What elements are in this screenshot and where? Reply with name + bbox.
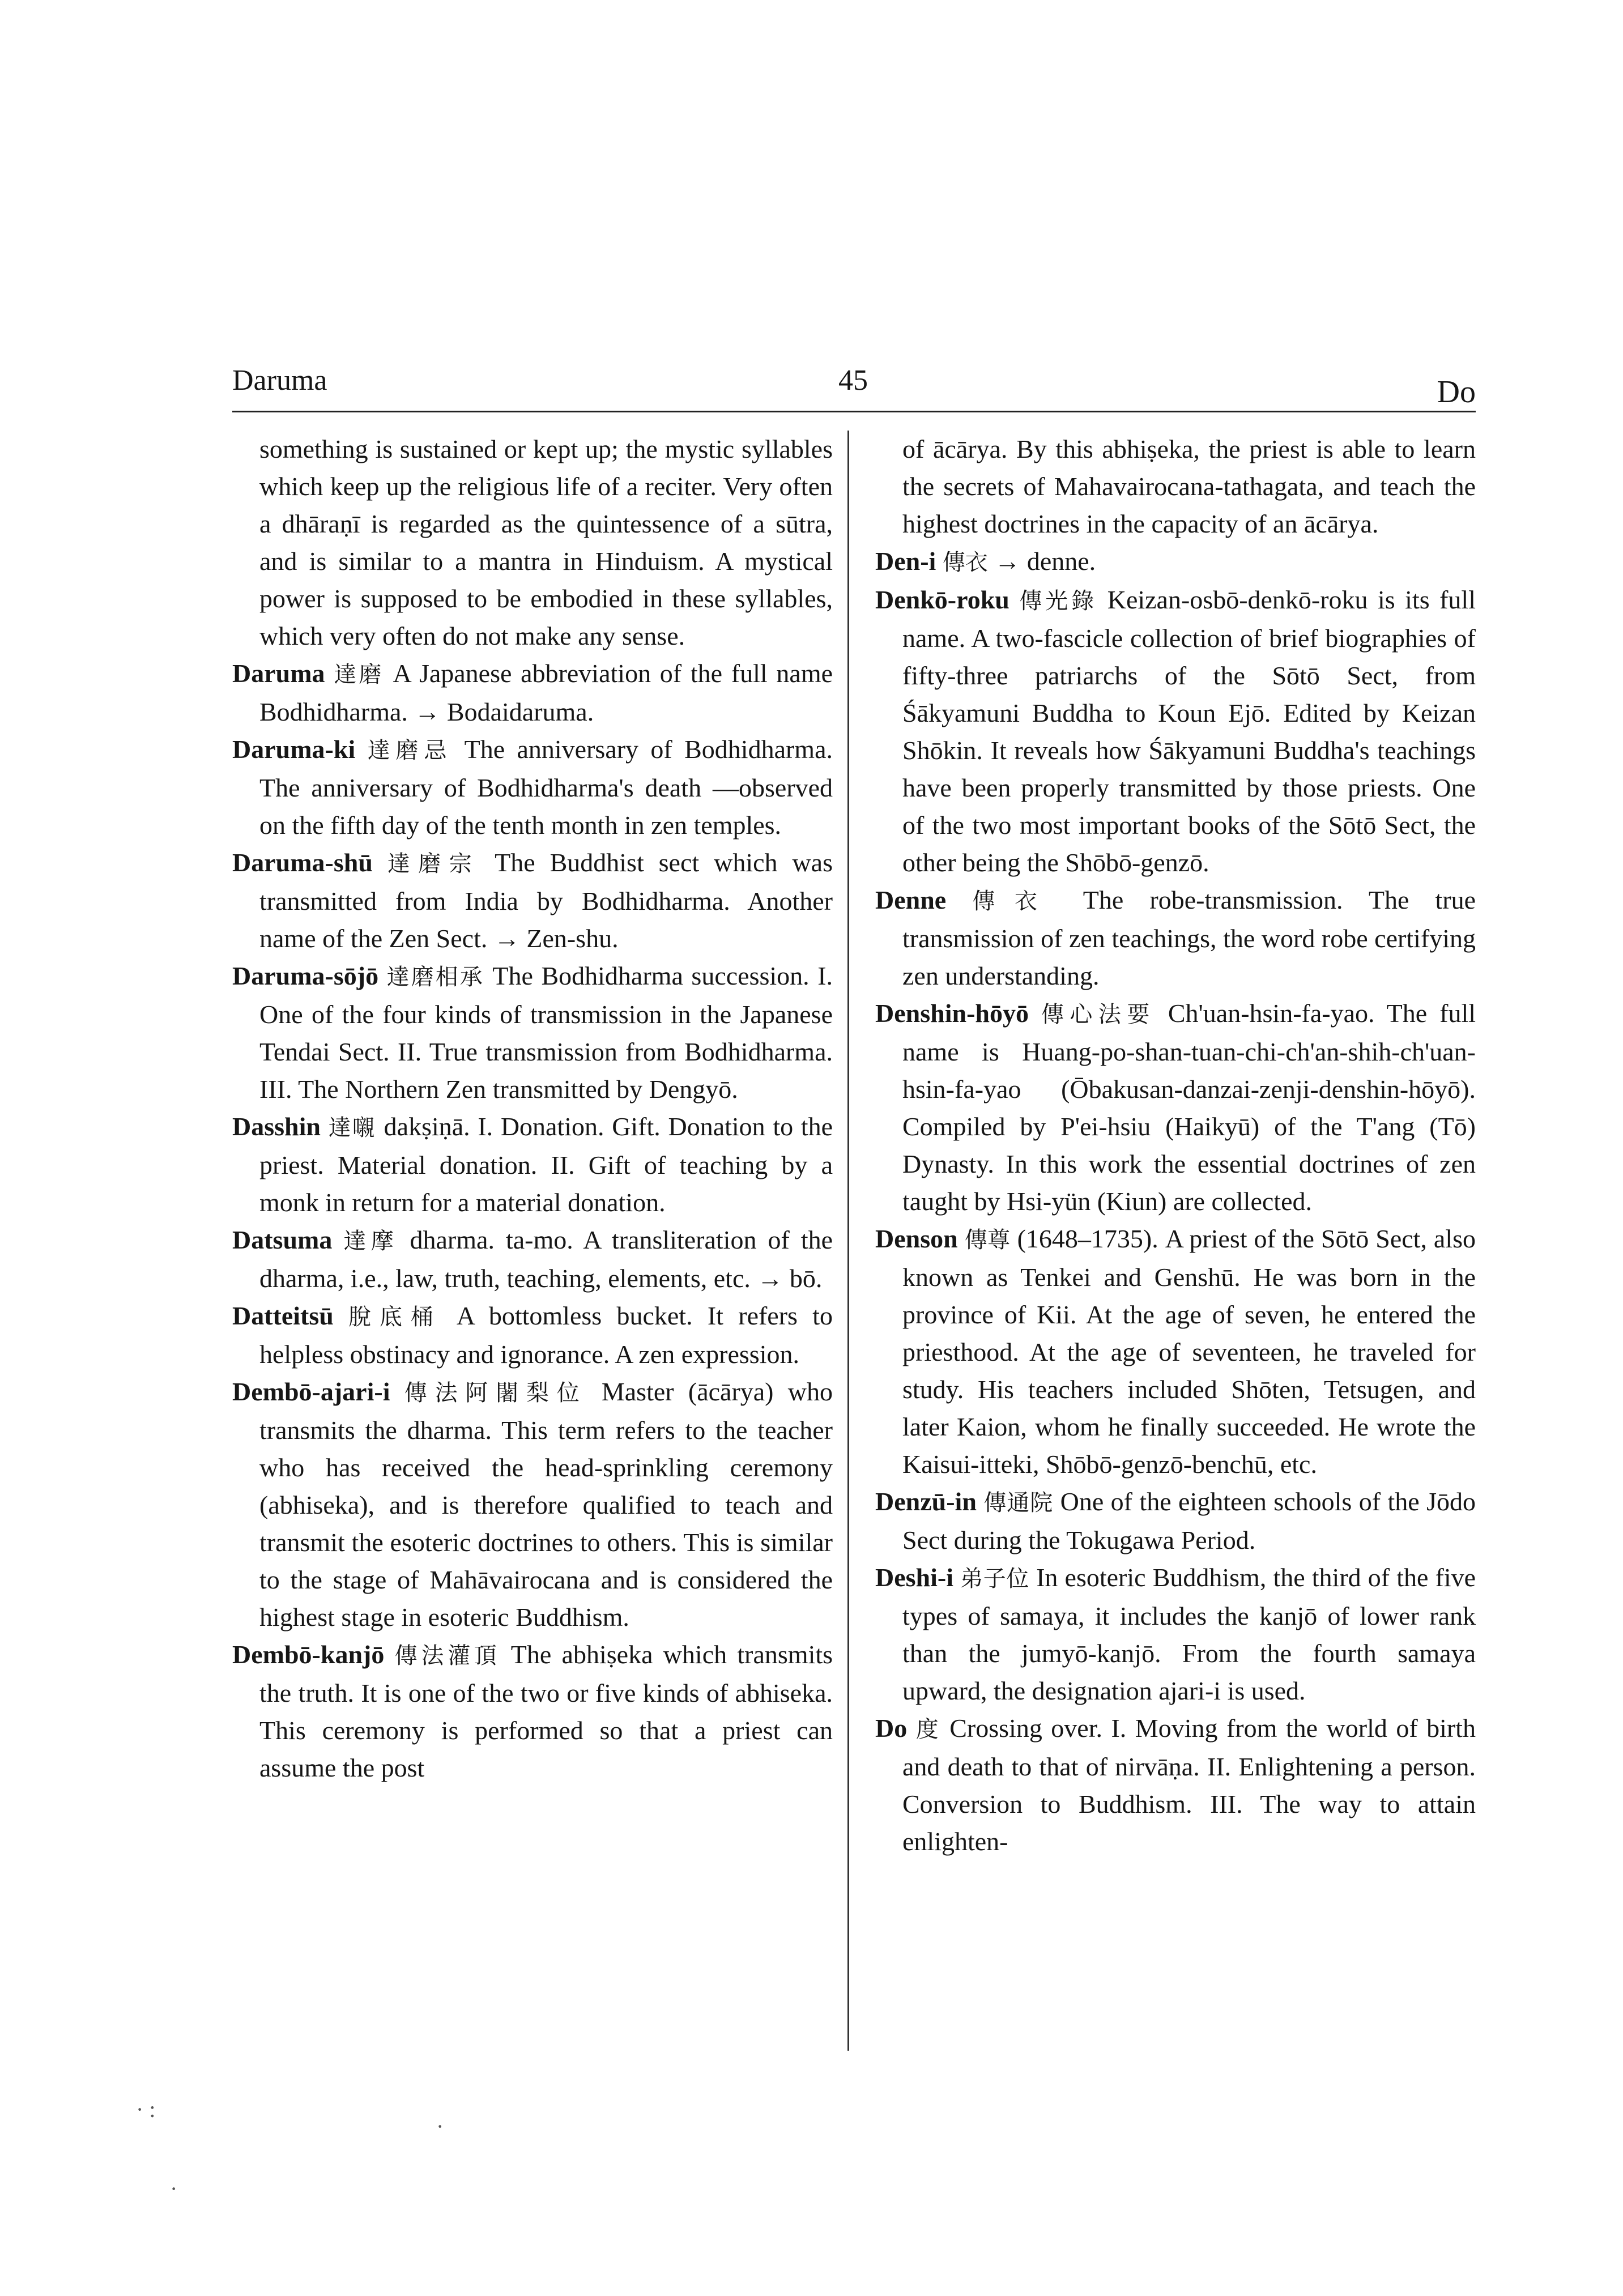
dictionary-entry xyxy=(232,731,833,844)
page-header xyxy=(232,357,1476,411)
entry-headword: Datsuma xyxy=(232,1225,333,1254)
entry-kanji: 傳通院 xyxy=(983,1490,1054,1516)
entry-kanji: 傳心法要 xyxy=(1041,1002,1156,1028)
left-column xyxy=(232,431,833,1787)
dictionary-entry xyxy=(232,1221,833,1297)
entry-headword: Daruma-shū xyxy=(232,848,373,877)
entry-body: A Japanese abbreviation of the full name Bodhidharma. → Bodaidaruma. xyxy=(259,659,833,726)
entry-body: The Bodhidharma succession. I. One of the four kinds of transmission in the Japanese Tendai Sect. II. True transmission from Bodhidharma. III. The Northern Zen transmitted by Dengyō. xyxy=(259,961,833,1104)
entry-kanji: 傳光錄 xyxy=(1019,588,1098,614)
scan-speck: · : xyxy=(136,2097,156,2122)
entry-kanji: 傳法阿闍梨位 xyxy=(404,1380,587,1406)
page-number: 45 xyxy=(838,364,868,397)
entry-kanji: 達磨宗 xyxy=(387,851,480,877)
entry-kanji: 傳衣 xyxy=(972,888,1057,914)
left-guide-word: Daruma xyxy=(232,364,327,397)
entry-kanji: 度 xyxy=(915,1716,941,1743)
entry-kanji: 達磨忌 xyxy=(367,738,453,764)
dictionary-entry xyxy=(875,881,1476,995)
dictionary-entry xyxy=(232,1636,833,1787)
entry-body: The anniversary of Bodhidharma. The anniversary of Bodhidharma's death —observed on the fifth day of the tenth month in zen temples. xyxy=(259,735,833,840)
dictionary-entry xyxy=(232,655,833,731)
entry-headword: Denzū-in xyxy=(875,1487,977,1516)
dictionary-entry xyxy=(232,1373,833,1636)
entry-headword: Datteitsū xyxy=(232,1301,334,1330)
entry-body: In esoteric Buddhism, the third of the five types of samaya, it includes the kanjō of lower rank than the jumyō-kanjō. From the fourth samaya upward, the designation ajari-i is used. xyxy=(902,1563,1476,1705)
column-divider xyxy=(847,431,849,2051)
entry-body: Crossing over. I. Moving from the world of birth and death to that of nirvāṇa. II. Enlightening a person. Conversion to Buddhism. III. The way to attain enlighten- xyxy=(902,1714,1476,1856)
dictionary-entry xyxy=(875,1483,1476,1559)
entry-kanji: 達磨相承 xyxy=(386,964,484,990)
entry-headword: Denshin-hōyō xyxy=(875,999,1029,1028)
entry-body: → denne. xyxy=(994,547,1096,576)
entry-body: A bottomless bucket. It refers to helpless obstinacy and ignorance. A zen expression. xyxy=(259,1301,833,1369)
dictionary-entry xyxy=(232,1297,833,1373)
entry-headword: Den-i xyxy=(875,547,936,576)
entry-body: One of the eighteen schools of the Jōdo Sect during the Tokugawa Period. xyxy=(902,1487,1476,1554)
entry-body: Ch'uan-hsin-fa-yao. The full name is Huang-po-shan-tuan-chi-ch'an-shih-ch'uan-hsin-fa-yao (Ōbakusan-danzai-zenji-denshin-hōyō). Compiled by P'ei-hsiu (Haikyū) of the T'ang (Tō) Dynasty. In this work the essential doctrines of zen taught by Hsi-yün (Kiun) are collected. xyxy=(902,999,1476,1216)
entry-kanji: 達摩 xyxy=(343,1228,399,1254)
entry-body: dakṣiṇā. I. Donation. Gift. Donation to the priest. Material donation. II. Gift of teaching by a monk in return for a material donation. xyxy=(259,1112,833,1217)
entry-headword: Do xyxy=(875,1714,908,1743)
scan-speck: · xyxy=(436,2114,444,2139)
entry-headword: Daruma-ki xyxy=(232,735,356,764)
dictionary-entry xyxy=(875,995,1476,1220)
dictionary-entry xyxy=(875,1710,1476,1860)
entry-body: Keizan-osbō-denkō-roku is its full name. A two-fascicle collection of brief biographies of fifty-three patriarchs of the Sōtō Sect, from Śākyamuni Buddha to Koun Ejō. Edited by Keizan Shōkin. It reveals how Śākyamuni Buddha's teachings have been properly transmitted by those priests. One of the two most important books of the Sōtō Sect, the other being the Shōbō-genzō. xyxy=(902,585,1476,877)
entry-headword: Dembō-kanjō xyxy=(232,1640,385,1669)
entry-headword: Deshi-i xyxy=(875,1563,953,1592)
entry-kanji: 脫底桶 xyxy=(348,1304,442,1330)
entry-headword: Denson xyxy=(875,1224,958,1253)
entry-body: of ācārya. By this abhiṣeka, the priest is able to learn the secrets of Mahavairocana-tathagata, and teach the highest doctrines in the capacity of an ācārya. xyxy=(902,435,1476,538)
entry-headword: Denkō-roku xyxy=(875,585,1009,614)
entry-body: (1648–1735). A priest of the Sōtō Sect, also known as Tenkei and Genshū. He was born in the province of Kii. At the age of seven, he entered the priesthood. At the age of seventeen, he traveled for study. His teachers included Shōten, Tetsugen, and later Kaion, whom he finally succeeded. He wrote the Kaisui-itteki, Shōbō-genzō-benchū, etc. xyxy=(902,1224,1476,1479)
entry-headword: Dembō-ajari-i xyxy=(232,1377,390,1406)
entry-headword: Denne xyxy=(875,885,947,914)
dictionary-entry xyxy=(232,844,833,957)
scan-speck: · xyxy=(170,2176,178,2201)
entry-body: Master (ācārya) who transmits the dharma. This term refers to the teacher who has received the head-sprinkling ceremony (abhiseka), and is therefore qualified to teach and transmit the esoteric doctrines to others. This is similar to the stage of Mahāvairocana and is considered the highest stage in esoteric Buddhism. xyxy=(259,1377,833,1632)
entry-kanji: 達嚫 xyxy=(328,1115,376,1141)
dictionary-entry xyxy=(232,1108,833,1221)
dictionary-entry xyxy=(232,957,833,1108)
entry-headword: Daruma-sōjō xyxy=(232,961,379,990)
dictionary-entry xyxy=(875,581,1476,881)
dictionary-entry xyxy=(875,543,1476,581)
entry-kanji: 傳法灌頂 xyxy=(394,1643,501,1669)
dictionary-entry xyxy=(875,1559,1476,1710)
entry-body: something is sustained or kept up; the mystic syllables which keep up the religious life of a reciter. Very often a dhāraṇī is regarded as the quintessence of a sūtra, and is similar to a mantra in Hinduism. A mystical power is supposed to be embodied in these syllables, which very often do not make any sense. xyxy=(259,435,833,650)
dictionary-entry xyxy=(875,1220,1476,1483)
entry-kanji: 傳尊 xyxy=(964,1227,1011,1253)
entry-kanji: 弟子位 xyxy=(960,1566,1029,1592)
entry-body: The abhiṣeka which transmits the truth. It is one of the two or five kinds of abhiseka. This ceremony is performed so that a priest can assume the post xyxy=(259,1640,833,1782)
entry-body: The robe-transmission. The true transmission of zen teachings, the word robe certifying zen understanding. xyxy=(902,885,1476,990)
entry-body: The Buddhist sect which was transmitted from India by Bodhidharma. Another name of the Zen Sect. → Zen-shu. xyxy=(259,848,833,953)
entry-kanji: 達磨 xyxy=(334,662,384,688)
entry-headword: Daruma xyxy=(232,659,325,688)
entry-body: dharma. ta-mo. A transliteration of the dharma, i.e., law, truth, teaching, elements, etc. → bō. xyxy=(259,1225,833,1293)
dictionary-entry xyxy=(232,431,833,655)
entry-headword: Dasshin xyxy=(232,1112,321,1141)
dictionary-entry xyxy=(875,431,1476,543)
right-column xyxy=(875,431,1476,1860)
entry-kanji: 傳衣 xyxy=(942,549,988,576)
header-rule xyxy=(232,411,1476,412)
right-guide-word: Do xyxy=(1437,374,1476,410)
